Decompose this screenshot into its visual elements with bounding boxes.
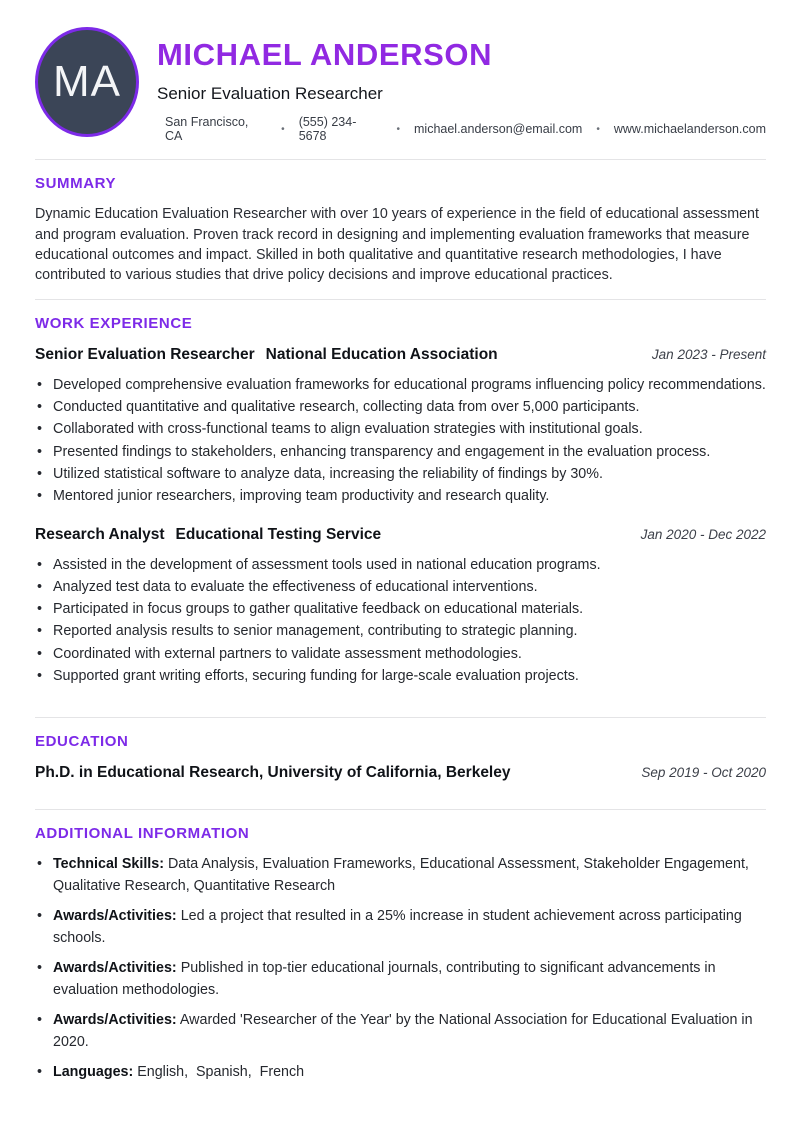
job-bullet: • Presented findings to stakeholders, enhancing transparency and engagement in the evaluation process. xyxy=(35,441,766,463)
education-heading: EDUCATION xyxy=(35,733,129,751)
job-bullet: • Assisted in the development of assessment tools used in national education programs. xyxy=(35,554,766,576)
job-bullet: • Analyzed test data to evaluate the effectiveness of educational interventions. xyxy=(35,576,766,598)
job-bullet: • Coordinated with external partners to validate assessment methodologies. xyxy=(35,643,766,665)
contact-website: www.michaelanderson.com xyxy=(613,122,766,137)
resume-header xyxy=(35,0,766,143)
education-dates: Sep 2019 - Oct 2020 xyxy=(641,765,766,781)
job-title: Research Analyst xyxy=(35,525,165,543)
job-entry-header xyxy=(35,526,766,544)
additional-info-item xyxy=(35,958,766,1001)
info-item-label: Awards/Activities: xyxy=(53,908,177,925)
info-item-label: Languages: xyxy=(53,1064,134,1081)
info-item-label: Technical Skills: xyxy=(53,856,164,873)
job-bullet: • Conducted quantitative and qualitative research, collecting data from over 5,000 participants. xyxy=(35,396,766,418)
info-item-label: Awards/Activities: xyxy=(53,1012,177,1029)
additional-info-item xyxy=(35,1062,766,1084)
additional-info-item xyxy=(35,854,766,897)
section-divider xyxy=(35,159,766,160)
info-item-label: Awards/Activities: xyxy=(53,960,177,977)
contact-location: San Francisco, CA xyxy=(165,115,249,144)
job-bullet: • Participated in focus groups to gather qualitative feedback on educational materials. xyxy=(35,598,766,620)
avatar xyxy=(35,27,139,137)
job-entry-header xyxy=(35,346,766,364)
job-company: National Education Association xyxy=(265,345,498,363)
additional-info-item xyxy=(35,1010,766,1053)
info-item-text: English, Spanish, French xyxy=(137,1064,305,1081)
section-divider xyxy=(35,809,766,810)
header-text xyxy=(157,27,766,143)
additional-info-list xyxy=(35,854,766,1084)
summary-heading: SUMMARY xyxy=(35,175,117,193)
job-entry xyxy=(35,526,766,688)
job-bullet: • Reported analysis results to senior management, contributing to strategic planning. xyxy=(35,620,766,642)
info-item-text: Published in top-tier educational journals, contributing to significant advancements in evaluation methodologies. xyxy=(53,960,720,998)
job-bullet: • Utilized statistical software to analyze data, increasing the reliability of findings by 30%. xyxy=(35,463,766,485)
contact-separator-dot: • xyxy=(396,123,400,135)
contact-row xyxy=(165,115,766,143)
contact-email: michael.anderson@email.com xyxy=(414,122,583,137)
job-title: Senior Evaluation Researcher xyxy=(35,345,255,363)
info-item-text: Awarded 'Researcher of the Year' by the National Association for Educational Evaluation in 2020. xyxy=(53,1012,757,1050)
job-dates: Jan 2020 - Dec 2022 xyxy=(640,526,766,542)
job-bullet: • Supported grant writing efforts, securing funding for large-scale evaluation projects. xyxy=(35,665,766,687)
summary-paragraph: Dynamic Education Evaluation Researcher with over 10 years of experience in the field of educational assessment and program evaluation. Proven track record in designing and implementing evaluation frameworks that measure educational outcomes and impact. Skilled in both qualitative and quantitative research methodologies, I have contributed to various studies that drive policy decisions and improve educational practices. xyxy=(35,206,759,284)
education-degree: Ph.D. in Educational Research, University of California, Berkeley xyxy=(35,764,511,782)
job-bullet: • Mentored junior researchers, improving team productivity and research quality. xyxy=(35,485,766,507)
job-dates: Jan 2023 - Present xyxy=(651,346,766,362)
candidate-name: MICHAEL ANDERSON xyxy=(157,37,493,72)
contact-separator-dot: • xyxy=(596,123,600,135)
job-bullet: • Collaborated with cross-functional teams to align evaluation strategies with institutional goals. xyxy=(35,418,766,440)
additional-info-item xyxy=(35,906,766,949)
job-bullet-list xyxy=(35,554,766,688)
section-divider xyxy=(35,717,766,718)
additional-information-heading: ADDITIONAL INFORMATION xyxy=(35,825,250,843)
candidate-title: Senior Evaluation Researcher xyxy=(157,84,383,104)
contact-phone: (555) 234-5678 xyxy=(298,115,357,144)
work-experience-heading: WORK EXPERIENCE xyxy=(35,314,193,332)
job-bullet: • Developed comprehensive evaluation frameworks for educational programs influencing policy recommendations. xyxy=(35,374,766,396)
info-item-text: Data Analysis, Evaluation Frameworks, Educational Assessment, Stakeholder Engagement, Qualitative Research, Quantitative Research xyxy=(53,856,753,894)
job-entry xyxy=(35,346,766,508)
education-entry xyxy=(35,764,766,782)
section-divider xyxy=(35,299,766,300)
job-company: Educational Testing Service xyxy=(175,525,382,543)
job-bullet-list xyxy=(35,374,766,508)
avatar-initials: MA xyxy=(53,57,121,106)
contact-separator-dot: • xyxy=(281,123,285,135)
info-item-text: Led a project that resulted in a 25% increase in student achievement across participating schools. xyxy=(53,908,746,946)
